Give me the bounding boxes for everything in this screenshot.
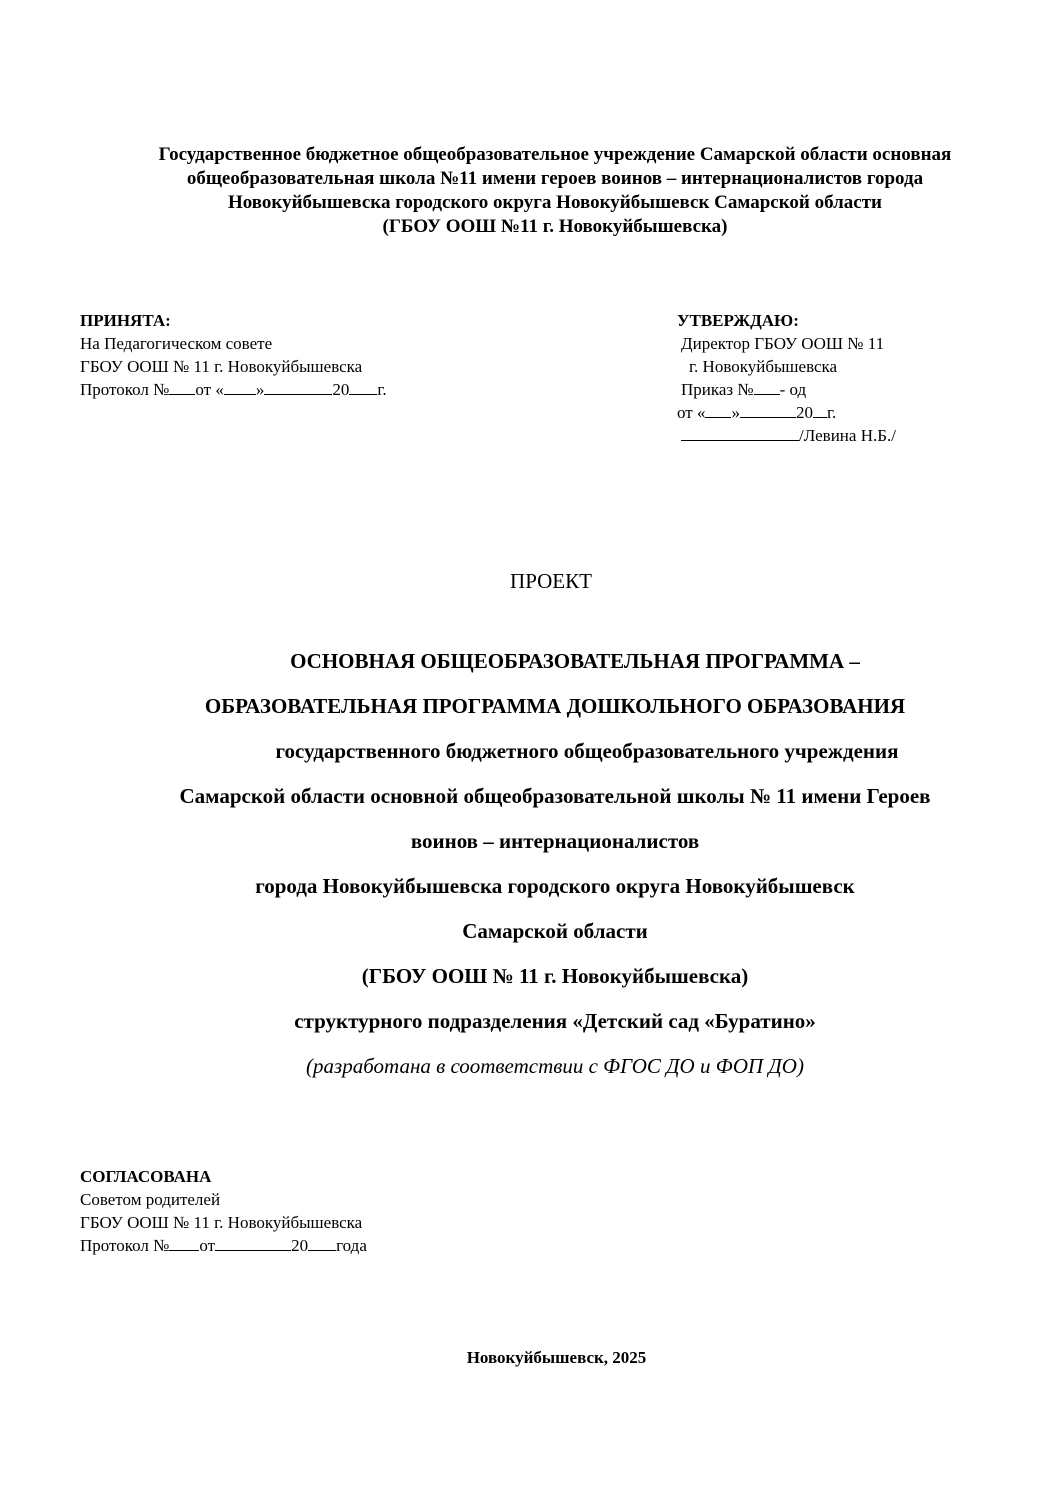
signature-name: /Левина Н.Б./ (799, 426, 896, 445)
agreed-protocol-line (80, 1234, 367, 1257)
program-title-line: (ГБОУ ООШ № 11 г. Новокуйбышевска) (361, 964, 749, 988)
order-prefix: Приказ № (681, 380, 754, 399)
agreed-protocol-suffix: года (336, 1236, 367, 1255)
program-title-line: Самарской области основной общеобразовательной школы № 11 имени Героев (179, 784, 931, 808)
accepted-school-line: ГБОУ ООШ № 11 г. Новокуйбышевска (80, 357, 363, 376)
project-label: ПРОЕКТ (510, 569, 592, 593)
agreed-school-line: ГБОУ ООШ № 11 г. Новокуйбышевска (80, 1213, 363, 1232)
program-title-line: города Новокуйбышевска городского округа Новокуйбышевск (255, 874, 855, 898)
protocol-day-blank (224, 379, 256, 395)
approved-city-line: г. Новокуйбышевска (689, 357, 838, 376)
date-from: от « (677, 403, 706, 422)
program-compliance-note: (разработана в соответствии с ФГОС ДО и ФОП ДО) (306, 1054, 804, 1078)
approved-heading: УТВЕРЖДАЮ: (677, 311, 799, 330)
program-title-line: ОБРАЗОВАТЕЛЬНАЯ ПРОГРАММА ДОШКОЛЬНОГО ОБРАЗОВАНИЯ (204, 694, 906, 718)
organization-header-line: Новокуйбышевска городского округа Новокуйбышевск Самарской области (228, 192, 882, 213)
approved-signature-line (677, 424, 896, 447)
approved-order-line (677, 378, 896, 401)
protocol-year-blank (349, 379, 377, 395)
date-year-blank (813, 402, 827, 418)
approved-block (677, 309, 896, 447)
program-title-line: ОСНОВНАЯ ОБЩЕОБРАЗОВАТЕЛЬНАЯ ПРОГРАММА – (290, 649, 860, 673)
date-suffix: г. (826, 403, 837, 422)
protocol-close-quote: » (255, 380, 265, 399)
date-month-blank (740, 402, 796, 418)
protocol-month-blank (264, 379, 332, 395)
protocol-year: 20 (332, 380, 350, 399)
program-title-line: Самарской области (462, 919, 648, 943)
protocol-suffix: г. (377, 380, 387, 399)
agreed-protocol-date-blank (215, 1235, 291, 1251)
agreed-heading: СОГЛАСОВАНА (80, 1167, 212, 1186)
protocol-prefix: Протокол № (80, 380, 170, 399)
date-year: 20 (795, 403, 813, 422)
date-day-blank (705, 402, 731, 418)
organization-header (90, 143, 1020, 239)
protocol-from: от « (195, 380, 224, 399)
agreed-protocol-from: от (199, 1236, 216, 1255)
accepted-protocol-line (80, 378, 387, 401)
order-suffix: - од (779, 380, 807, 399)
organization-header-line: Государственное бюджетное общеобразовательное учреждение Самарской области основная (158, 144, 952, 165)
footer-city-year: Новокуйбышевск, 2025 (466, 1348, 647, 1367)
agreed-block (80, 1165, 367, 1257)
agreed-council-line: Советом родителей (80, 1190, 221, 1209)
program-title-line: структурного подразделения «Детский сад «Буратино» (294, 1009, 816, 1033)
accepted-block (80, 309, 387, 401)
agreed-protocol-prefix: Протокол № (80, 1236, 170, 1255)
accepted-heading: ПРИНЯТА: (80, 311, 171, 330)
signature-blank (681, 425, 799, 441)
agreed-protocol-year-blank (308, 1235, 336, 1251)
organization-header-line: (ГБОУ ООШ №11 г. Новокуйбышевска) (382, 216, 728, 237)
date-close-quote: » (731, 403, 740, 422)
approved-date-line (677, 401, 896, 424)
protocol-number-blank (169, 379, 195, 395)
approved-director-line: Директор ГБОУ ООШ № 11 (681, 334, 885, 353)
agreed-protocol-year: 20 (291, 1236, 309, 1255)
program-title-block (40, 646, 1059, 1096)
accepted-council-line: На Педагогическом совете (80, 334, 273, 353)
program-title-line: воинов – интернационалистов (410, 829, 700, 853)
organization-header-line: общеобразовательная школа №11 имени героев воинов – интернационалистов города (186, 168, 924, 189)
agreed-protocol-number-blank (169, 1235, 199, 1251)
order-number-blank (754, 379, 780, 395)
program-title-line: государственного бюджетного общеобразовательного учреждения (275, 739, 899, 763)
